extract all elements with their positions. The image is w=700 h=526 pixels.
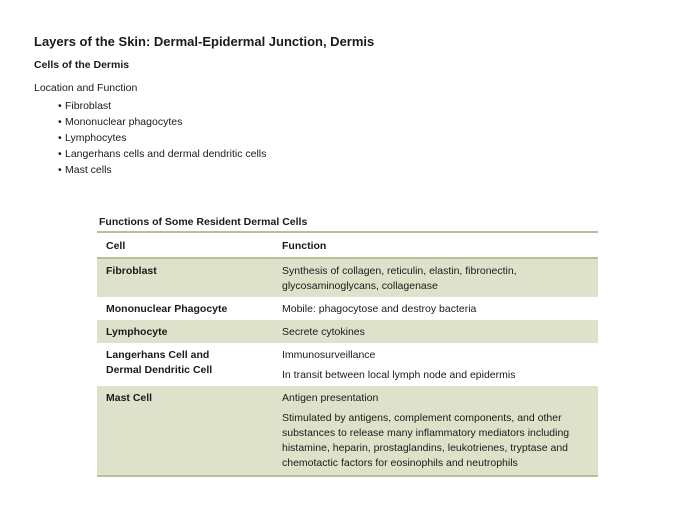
function-text: In transit between local lymph node and epidermis — [282, 369, 516, 381]
cell-function — [273, 386, 598, 476]
location-heading: Location and Function — [34, 82, 138, 94]
cell-name: Lymphocyte — [97, 320, 273, 343]
cell-name: Fibroblast — [97, 258, 273, 297]
column-header-cell: Cell — [106, 239, 126, 252]
table-row — [97, 343, 598, 386]
bullet-icon: • — [58, 164, 62, 176]
dermal-cells-table — [97, 231, 598, 477]
table-row — [97, 320, 598, 343]
table-row — [97, 258, 598, 297]
section-title: Cells of the Dermis — [34, 59, 130, 71]
function-text: Synthesis of collagen, reticulin, elastin, fibronectin, glycosaminoglycans, collagenase — [282, 265, 517, 292]
list-item-text: Mononuclear phagocytes — [65, 116, 183, 128]
function-text: Immunosurveillance — [282, 349, 376, 361]
cell-bullet-list — [58, 98, 266, 178]
function-text: Stimulated by antigens, complement components, and other substances to release many inflammatory mediators including histamine, heparin, prostaglandins, leukotrienes, tryptase and chemotactic factors for eosinophils and neutrophils — [282, 412, 570, 469]
cell-function — [273, 258, 598, 297]
list-item — [58, 98, 266, 114]
function-text: Antigen presentation — [282, 392, 379, 404]
list-item — [58, 146, 266, 162]
list-item — [58, 114, 266, 130]
bullet-icon: • — [58, 132, 62, 144]
table-header-row — [97, 232, 598, 258]
list-item-text: Lymphocytes — [65, 132, 127, 144]
cell-function — [273, 297, 598, 320]
list-item-text: Mast cells — [65, 164, 112, 176]
table-row — [97, 386, 598, 476]
table-container — [97, 231, 598, 477]
page-title: Layers of the Skin: Dermal-Epidermal Junction, Dermis — [34, 34, 375, 49]
list-item — [58, 162, 266, 178]
function-text: Secrete cytokines — [282, 326, 365, 338]
cell-name: Langerhans Cell and Dermal Dendritic Cell — [106, 349, 213, 376]
cell-function — [273, 320, 598, 343]
cell-name: Mast Cell — [97, 386, 273, 476]
list-item-text: Fibroblast — [65, 100, 112, 112]
bullet-icon: • — [58, 100, 62, 112]
column-header-function: Function — [282, 239, 327, 252]
list-item — [58, 130, 266, 146]
table-row — [97, 297, 598, 320]
table-caption: Functions of Some Resident Dermal Cells — [99, 216, 308, 228]
cell-name: Mononuclear Phagocyte — [106, 303, 228, 315]
list-item-text: Langerhans cells and dermal dendritic cells — [65, 148, 267, 160]
bullet-icon: • — [58, 148, 62, 160]
function-text: Mobile: phagocytose and destroy bacteria — [282, 303, 477, 315]
bullet-icon: • — [58, 116, 62, 128]
cell-function — [273, 343, 598, 386]
